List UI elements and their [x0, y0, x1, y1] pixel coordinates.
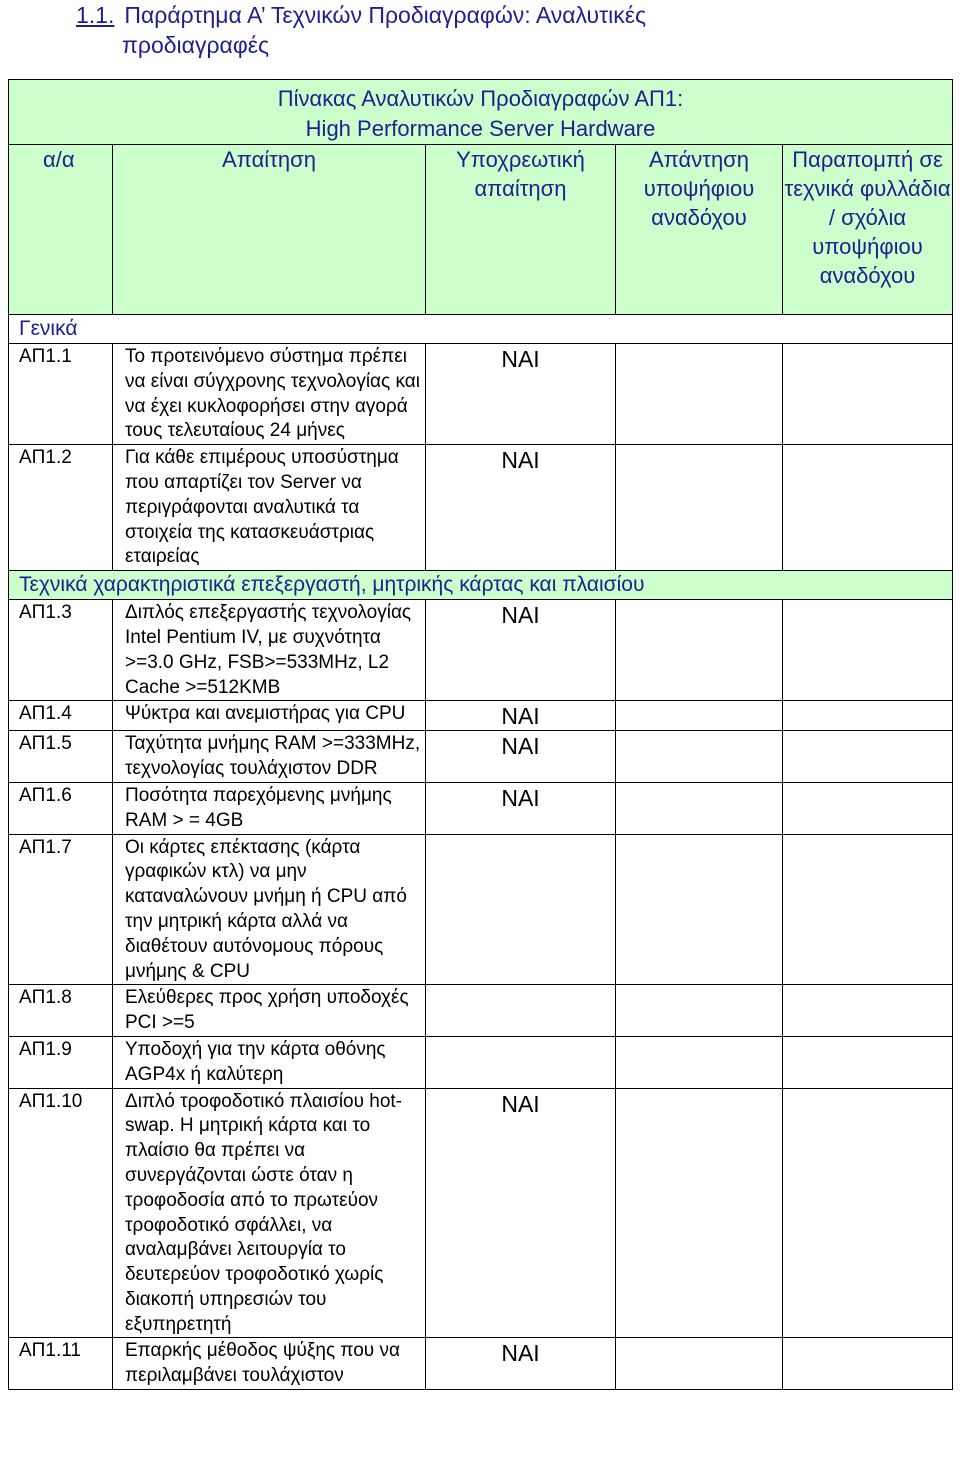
row-id: ΑΠ1.6: [9, 782, 113, 834]
row-requirement: Διπλός επεξεργαστής τεχνολογίας Intel Pentium IV, με συχνότητα >=3.0 GHz, FSB>=533MHz, L2 Cache >=512KMB: [113, 600, 426, 701]
section-title: Γενικά: [9, 315, 953, 344]
row-reference[interactable]: [783, 985, 953, 1037]
spec-table: [8, 79, 953, 1390]
table-row: [9, 1088, 953, 1338]
row-mandatory: [426, 985, 616, 1037]
row-answer[interactable]: [616, 985, 783, 1037]
row-answer[interactable]: [616, 344, 783, 445]
row-id: ΑΠ1.11: [9, 1338, 113, 1390]
row-id: ΑΠ1.2: [9, 445, 113, 571]
row-requirement: Διπλό τροφοδοτικό πλαισίου hot-swap. Η μητρική κάρτα και το πλαίσιο θα πρέπει να συνεργάζονται ώστε όταν η τροφοδοσία από το πρωτεύον τροφοδοτικό σφάλλει, να αναλαμβάνει λειτουργία το δευτερεύον τροφοδοτικό χωρίς διακοπή υπηρεσιών του εξυπηρετητή: [113, 1088, 426, 1338]
table-row: [9, 985, 953, 1037]
row-answer[interactable]: [616, 600, 783, 701]
heading-number: 1.1.: [76, 2, 115, 28]
document-heading: [76, 0, 936, 60]
row-requirement: Επαρκής μέθοδος ψύξης που να περιλαμβάνει τουλάχιστον: [113, 1338, 426, 1390]
section-row: [9, 571, 953, 600]
row-requirement: Ελεύθερες προς χρήση υποδοχές PCI >=5: [113, 985, 426, 1037]
row-mandatory: ΝΑΙ: [426, 731, 616, 783]
row-requirement: Ταχύτητα μνήμης RAM >=333MHz, τεχνολογίας τουλάχιστον DDR: [113, 731, 426, 783]
row-mandatory: ΝΑΙ: [426, 782, 616, 834]
section-title: Τεχνικά χαρακτηριστικά επεξεργαστή, μητρικής κάρτας και πλαισίου: [9, 571, 953, 600]
row-answer[interactable]: [616, 1338, 783, 1390]
row-requirement: Ποσότητα παρεχόμενης μνήμης RAM > = 4GB: [113, 782, 426, 834]
row-reference[interactable]: [783, 782, 953, 834]
row-answer[interactable]: [616, 1088, 783, 1338]
table-row: [9, 344, 953, 445]
row-mandatory: ΝΑΙ: [426, 1088, 616, 1338]
table-row: [9, 834, 953, 985]
row-answer[interactable]: [616, 1036, 783, 1088]
row-mandatory: ΝΑΙ: [426, 445, 616, 571]
row-reference[interactable]: [783, 600, 953, 701]
table-body: [9, 315, 953, 1390]
table-caption-line2: High Performance Server Hardware: [305, 116, 656, 141]
heading-title-continued: προδιαγραφές: [122, 32, 270, 58]
row-answer[interactable]: [616, 445, 783, 571]
table-row: [9, 1338, 953, 1390]
row-reference[interactable]: [783, 344, 953, 445]
row-mandatory: [426, 1036, 616, 1088]
row-id: ΑΠ1.9: [9, 1036, 113, 1088]
row-answer[interactable]: [616, 834, 783, 985]
row-reference[interactable]: [783, 701, 953, 731]
row-mandatory: ΝΑΙ: [426, 344, 616, 445]
table-caption: [9, 80, 953, 145]
header-requirement: Απαίτηση: [113, 145, 426, 315]
row-id: ΑΠ1.8: [9, 985, 113, 1037]
header-mandatory: Υποχρεωτική απαίτηση: [426, 145, 616, 315]
row-mandatory: ΝΑΙ: [426, 1338, 616, 1390]
row-reference[interactable]: [783, 834, 953, 985]
table-caption-line1: Πίνακας Αναλυτικών Προδιαγραφών ΑΠ1:: [277, 86, 684, 111]
row-id: ΑΠ1.5: [9, 731, 113, 783]
heading-title: Παράρτημα Α’ Τεχνικών Προδιαγραφών: Αναλυτικές: [124, 2, 647, 28]
section-row: [9, 315, 953, 344]
table-row: [9, 1036, 953, 1088]
row-requirement: Υποδοχή για την κάρτα οθόνης AGP4x ή καλύτερη: [113, 1036, 426, 1088]
row-mandatory: [426, 834, 616, 985]
row-id: ΑΠ1.7: [9, 834, 113, 985]
row-id: ΑΠ1.4: [9, 701, 113, 731]
row-reference[interactable]: [783, 1338, 953, 1390]
table-row: [9, 445, 953, 571]
row-id: ΑΠ1.10: [9, 1088, 113, 1338]
table-row: [9, 701, 953, 731]
row-reference[interactable]: [783, 1036, 953, 1088]
row-mandatory: ΝΑΙ: [426, 600, 616, 701]
row-requirement: Οι κάρτες επέκτασης (κάρτα γραφικών κτλ) να μην καταναλώνουν μνήμη ή CPU από την μητρική κάρτα αλλά να διαθέτουν αυτόνομους πόρους μνήμης & CPU: [113, 834, 426, 985]
row-requirement: Το προτεινόμενο σύστημα πρέπει να είναι σύγχρονης τεχνολογίας και να έχει κυκλοφορήσει στην αγορά τους τελευταίους 24 μήνες: [113, 344, 426, 445]
row-requirement: Για κάθε επιμέρους υποσύστημα που απαρτίζει τον Server να περιγράφονται αναλυτικά τα στοιχεία της κατασκευάστριας εταιρείας: [113, 445, 426, 571]
row-reference[interactable]: [783, 1088, 953, 1338]
table-row: [9, 600, 953, 701]
row-reference[interactable]: [783, 731, 953, 783]
row-mandatory: ΝΑΙ: [426, 701, 616, 731]
table-row: [9, 731, 953, 783]
table-row: [9, 782, 953, 834]
row-answer[interactable]: [616, 731, 783, 783]
header-reference: Παραπομπή σε τεχνικά φυλλάδια / σχόλια υποψήφιου αναδόχου: [783, 145, 953, 315]
row-answer[interactable]: [616, 701, 783, 731]
header-answer: Απάντηση υποψήφιου αναδόχου: [616, 145, 783, 315]
row-answer[interactable]: [616, 782, 783, 834]
row-reference[interactable]: [783, 445, 953, 571]
row-id: ΑΠ1.1: [9, 344, 113, 445]
row-id: ΑΠ1.3: [9, 600, 113, 701]
header-aa: α/α: [9, 145, 113, 315]
row-requirement: Ψύκτρα και ανεμιστήρας για CPU: [113, 701, 426, 731]
